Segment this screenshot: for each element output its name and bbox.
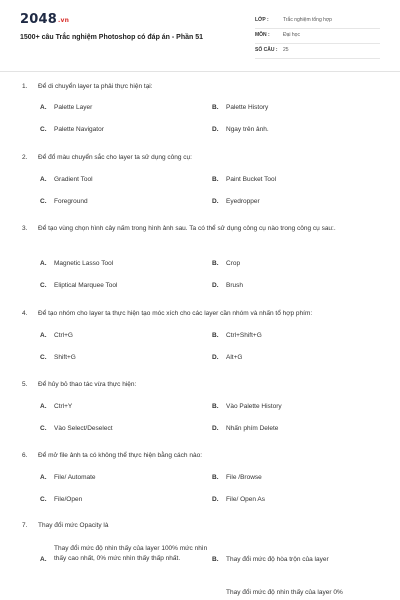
question-text: Để tạo vùng chọn hình cây nấm trong hình ảnh sau. Ta có thể sử dụng công cụ nào trong công cụ sau:. bbox=[38, 225, 336, 232]
option-a[interactable] bbox=[54, 544, 209, 563]
option-text: Vào Palette History bbox=[226, 403, 282, 410]
option-key: A. bbox=[40, 474, 47, 481]
option-text: File/ Automate bbox=[54, 474, 96, 481]
logo-suffix: .vn bbox=[57, 17, 70, 24]
option-text: Gradient Tool bbox=[54, 176, 93, 183]
option-text: Thay đổi mức độ nhìn thấy của layer 100% mức nhìn thấy cao nhất, 0% mức nhìn thấy thấp nhất. bbox=[54, 545, 208, 562]
option-key: D. bbox=[212, 496, 219, 503]
option-text: File /Browse bbox=[226, 474, 262, 481]
option-text: Ctrl+Y bbox=[54, 403, 73, 410]
meta-value: 25 bbox=[283, 47, 289, 53]
question-number: 1. bbox=[22, 83, 28, 90]
option-text: Magnetic Lasso Tool bbox=[54, 260, 114, 267]
question-number: 2. bbox=[22, 154, 28, 161]
meta-row-count bbox=[255, 44, 380, 59]
option-text: Ngay trên ảnh. bbox=[226, 126, 269, 133]
option-key: A. bbox=[40, 403, 47, 410]
option-key: B. bbox=[212, 474, 219, 481]
option-text: Crop bbox=[226, 260, 241, 267]
header-divider bbox=[0, 71, 400, 72]
option-text: Eyedropper bbox=[226, 198, 260, 205]
option-key: A. bbox=[40, 260, 47, 267]
option-text: Ctrl+Shift+G bbox=[226, 332, 262, 339]
option-key: A. bbox=[40, 556, 47, 563]
option-key: C. bbox=[40, 425, 47, 432]
option-key: A. bbox=[40, 104, 47, 111]
option-key: A. bbox=[40, 176, 47, 183]
option-text: File/Open bbox=[54, 496, 83, 503]
option-key: B. bbox=[212, 556, 219, 563]
question-text: Thay đổi mức Opacity là bbox=[38, 522, 109, 529]
option-key: D. bbox=[212, 425, 219, 432]
option-partial[interactable] bbox=[226, 588, 391, 598]
option-text: Palette Navigator bbox=[54, 126, 104, 133]
logo-main: 2048 bbox=[20, 12, 57, 27]
meta-info bbox=[255, 14, 380, 59]
option-key: C. bbox=[40, 354, 47, 361]
option-key: B. bbox=[212, 332, 219, 339]
question-number: 6. bbox=[22, 452, 28, 459]
site-logo[interactable] bbox=[20, 12, 69, 27]
question-number: 4. bbox=[22, 310, 28, 317]
option-text: File/ Open As bbox=[226, 496, 266, 503]
option-key: D. bbox=[212, 198, 219, 205]
meta-row-class bbox=[255, 14, 380, 29]
option-text: Nhấn phím Delete bbox=[226, 425, 279, 432]
option-key: D. bbox=[212, 354, 219, 361]
option-text: Palette History bbox=[226, 104, 269, 111]
option-text: Alt+G bbox=[226, 354, 243, 361]
document-header bbox=[0, 0, 400, 68]
question-number: 3. bbox=[22, 225, 28, 232]
question-text: Để hủy bỏ thao tác vừa thực hiện: bbox=[38, 381, 137, 388]
option-key: C. bbox=[40, 282, 47, 289]
option-key: B. bbox=[212, 260, 219, 267]
option-key: B. bbox=[212, 176, 219, 183]
meta-value: Trắc nghiệm tổng hợp bbox=[283, 17, 332, 23]
option-text: Eliptical Marquee Tool bbox=[54, 282, 118, 289]
option-text: Palette Layer bbox=[54, 104, 93, 111]
question-text: Để di chuyển layer ta phải thực hiện tại: bbox=[38, 83, 153, 90]
question-number: 7. bbox=[22, 522, 28, 529]
meta-label: LỚP : bbox=[255, 17, 269, 23]
option-text: Brush bbox=[226, 282, 243, 289]
option-text: Shift+G bbox=[54, 354, 76, 361]
meta-label: SỐ CÂU : bbox=[255, 47, 278, 53]
question-text: Để mở file ảnh ta có không thể thực hiện bằng cách nào: bbox=[38, 452, 202, 459]
option-text: Thay đổi mức độ hòa trộn của layer bbox=[226, 556, 329, 563]
option-key: B. bbox=[212, 104, 219, 111]
option-key: C. bbox=[40, 496, 47, 503]
meta-row-subject bbox=[255, 29, 380, 44]
meta-label: MÔN : bbox=[255, 32, 270, 38]
option-key: C. bbox=[40, 126, 47, 133]
option-text: Ctrl+G bbox=[54, 332, 73, 339]
page-title: 1500+ câu Trắc nghiệm Photoshop có đáp án - Phần 51 bbox=[20, 34, 204, 41]
option-key: A. bbox=[40, 332, 47, 339]
question-text: Để tạo nhóm cho layer ta thực hiện tạo móc xích cho các layer cần nhóm và nhấn tổ hợp phím: bbox=[38, 310, 313, 317]
option-key: B. bbox=[212, 403, 219, 410]
question-text: Để đổ màu chuyển sắc cho layer ta sử dụng công cụ: bbox=[38, 154, 192, 161]
option-text: Paint Bucket Tool bbox=[226, 176, 277, 183]
meta-value: Đại học bbox=[283, 32, 300, 38]
option-key: D. bbox=[212, 282, 219, 289]
option-text: Vào Select/Deselect bbox=[54, 425, 113, 432]
question-number: 5. bbox=[22, 381, 28, 388]
option-text: Foreground bbox=[54, 198, 88, 205]
option-key: C. bbox=[40, 198, 47, 205]
option-text: Thay đổi mức độ nhìn thấy của layer 0% bbox=[226, 589, 343, 596]
option-key: D. bbox=[212, 126, 219, 133]
